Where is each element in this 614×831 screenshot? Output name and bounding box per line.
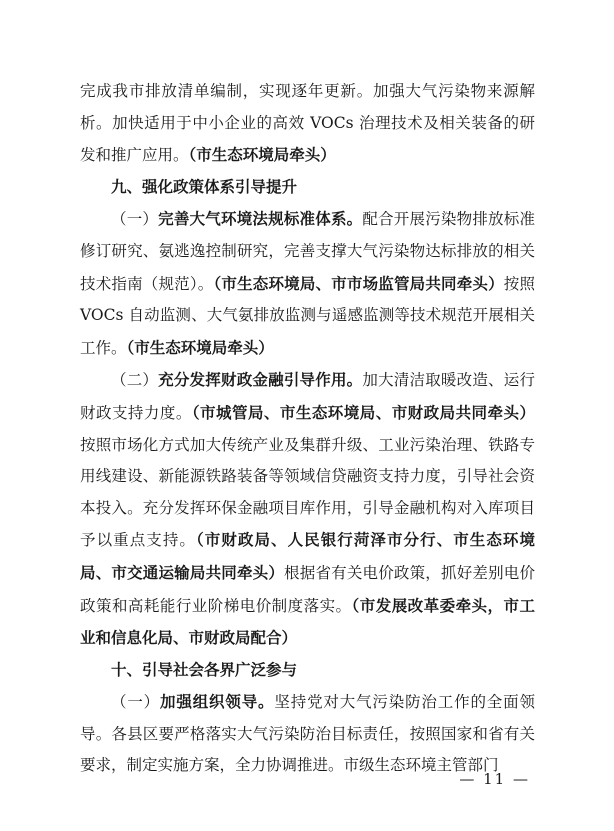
lead-department: （市城管局、市生态环境局、市财政局共同牵头）	[191, 402, 535, 422]
paragraph-text: 坚持党对大气污染防治工作的全面领导。各县区要严格落实大气污染防治目标责任，按照国家和省有关要求，制定实施方案，全力协调推进。市级生态环境主管部门	[80, 693, 535, 775]
paragraph-text: 按照 VOCs 自动监测、大气氨排放监测与遥感监测等技术规范开展相关工作。	[80, 274, 535, 357]
lead-department: （市生态环境局牵头）	[126, 337, 274, 357]
paragraph	[80, 686, 535, 782]
page-number: — 11 —	[459, 770, 530, 788]
paragraph-text: 根据省有关电价政策，抓好差别电价政策和高耗能行业阶梯电价制度落实。	[80, 563, 535, 615]
item-number: （一）	[111, 693, 161, 712]
paragraph-text: 完成我市排放清单编制，实现逐年更新。加强大气污染物来源解析。加快适用于中小企业的高效 VOCs 治理技术及相关装备的研发和推广应用。	[80, 82, 535, 165]
section-heading-9: 九、强化政策体系引导提升	[111, 177, 298, 196]
paragraph-text: 配合开展污染物排放标准修订研究、氨逃逸控制研究，完善支撑大气污染物达标排放的相关技术指南（规范）。	[80, 210, 535, 293]
item-title: 充分发挥财政金融引导作用。	[158, 370, 363, 390]
paragraph	[80, 76, 535, 172]
section-heading-10: 十、引导社会各界广泛参与	[111, 660, 298, 679]
item-title: 加强组织领导。	[160, 692, 275, 712]
paragraph	[80, 364, 535, 654]
item-number: （二）	[111, 371, 159, 390]
lead-department: （市生态环境局、市市场监管局共同牵头）	[213, 273, 504, 293]
paragraph	[80, 203, 535, 364]
body-text	[80, 76, 535, 782]
lead-department: （市发展改革委牵头，市工业和信息化局、市财政局配合）	[80, 595, 535, 648]
lead-department: （市生态环境局牵头）	[188, 145, 336, 165]
item-title: 完善大气环境法规标准体系。	[158, 209, 363, 229]
paragraph-text: 按照市场化方式加大传统产业及集群升级、工业污染治理、铁路专用线建设、新能源铁路装备等领域信贷融资支持力度，引导社会资本投入。充分发挥环保金融项目库作用，引导金融机构对入库项目予以重点支持。	[80, 435, 535, 550]
paragraph-text: 加大清洁取暖改造、运行财政支持力度。	[80, 371, 535, 422]
item-number: （一）	[111, 210, 159, 229]
lead-department: （市财政局、人民银行菏泽市分行、市生态环境局、市交通运输局共同牵头）	[80, 530, 535, 582]
